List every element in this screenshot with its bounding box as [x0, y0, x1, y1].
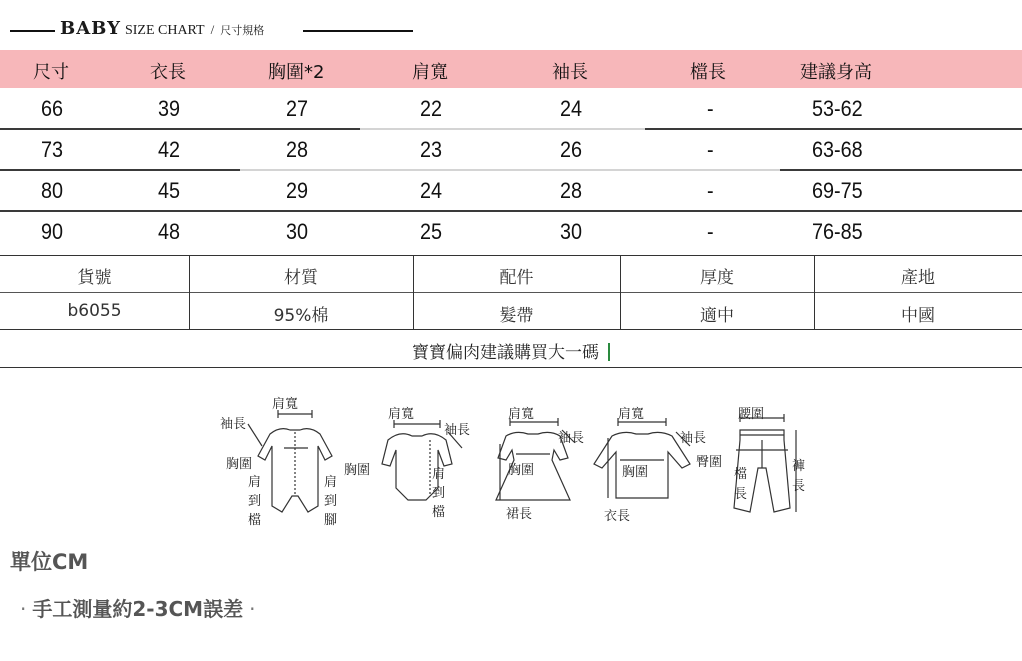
header-chest: 胸圍*2: [268, 62, 325, 83]
label-dress-chest: 胸圍: [508, 463, 535, 478]
cell-length: 39: [158, 96, 181, 121]
cell-sleeve: 24: [560, 96, 583, 121]
info-value-material: 95%棉: [273, 306, 329, 326]
cell-crotch: -: [707, 219, 714, 244]
cell-shoulder: 23: [420, 137, 443, 162]
cell-chest: 27: [286, 96, 309, 121]
table-row: [0, 130, 1022, 171]
bullet-right: ·: [249, 597, 256, 621]
cell-chest: 30: [286, 219, 309, 244]
cell-length: 45: [158, 178, 181, 203]
label-top-shoulder: 肩寬: [618, 407, 645, 422]
label-top-sleeve: 袖長: [680, 431, 707, 446]
label-romper-shoulder-to-crotch-1: 肩: [248, 475, 262, 490]
title-separator: /: [210, 22, 215, 37]
cell-height: 69-75: [812, 178, 863, 203]
label-top-chest: 胸圍: [622, 465, 649, 480]
cell-crotch: -: [707, 137, 714, 162]
info-value-origin: 中國: [901, 306, 935, 326]
size-chart-title: [0, 18, 1022, 44]
title-brand: BABY: [60, 18, 121, 39]
label-romper-chest: 胸圍: [226, 457, 253, 472]
cell-shoulder: 25: [420, 219, 443, 244]
cell-length: 42: [158, 137, 181, 162]
cell-crotch: -: [707, 96, 714, 121]
title-text: [60, 18, 264, 39]
label-bodysuit-shoulder-to-crotch-1: 肩: [432, 467, 446, 482]
label-romper-shoulder: 肩寬: [272, 397, 299, 412]
cell-shoulder: 24: [420, 178, 443, 203]
info-header-material: 材質: [284, 268, 318, 288]
info-value-thickness: 適中: [700, 306, 734, 326]
header-size: 尺寸: [33, 62, 69, 83]
size-table-header: [0, 50, 1022, 88]
info-header-thickness: 厚度: [700, 268, 734, 288]
cell-size: 73: [41, 137, 64, 162]
label-pants-waist: 腰圍: [738, 407, 765, 422]
info-header-accessory: 配件: [499, 268, 534, 288]
table-row: [0, 212, 1022, 253]
cell-height: 63-68: [812, 137, 863, 162]
label-romper-shoulder-to-crotch-3: 檔: [248, 513, 262, 528]
cell-sleeve: 30: [560, 219, 583, 244]
label-romper-shoulder-to-foot-2: 到: [324, 494, 338, 509]
info-header-origin: 產地: [901, 268, 935, 288]
info-header-item-no: 貨號: [77, 268, 112, 288]
tolerance-text: 手工測量約2-3CM誤差: [32, 597, 244, 621]
text-cursor-mark: [608, 343, 610, 361]
cell-size: 66: [41, 96, 64, 121]
title-subtitle: SIZE CHART: [124, 23, 205, 38]
measurement-diagrams: [200, 388, 840, 538]
label-pants-crotch-2: 長: [734, 487, 748, 502]
cell-chest: 29: [286, 178, 309, 203]
label-bodysuit-shoulder: 肩寬: [388, 407, 415, 422]
label-romper-shoulder-to-crotch-2: 到: [248, 494, 262, 509]
title-left-rule: [10, 30, 55, 32]
product-info-table: [0, 255, 1022, 368]
cell-chest: 28: [286, 137, 309, 162]
label-bodysuit-chest: 胸圍: [344, 463, 371, 478]
top-diagram: [594, 418, 690, 498]
label-bodysuit-sleeve: 袖長: [444, 423, 471, 438]
table-row: [0, 89, 1022, 130]
cell-sleeve: 28: [560, 178, 583, 203]
label-pants-crotch-1: 檔: [734, 467, 748, 482]
title-right-rule: [303, 30, 413, 32]
title-cjk: 尺寸規格: [220, 24, 265, 37]
cell-sleeve: 26: [560, 137, 583, 162]
measurement-tolerance-note: [14, 593, 261, 622]
label-romper-sleeve: 袖長: [220, 417, 247, 432]
header-shoulder: 肩寬: [412, 62, 448, 83]
header-sleeve: 袖長: [552, 62, 588, 83]
label-dress-sleeve: 袖長: [558, 431, 585, 446]
cell-height: 53-62: [812, 96, 863, 121]
label-pants-length-1: 褲: [792, 459, 806, 474]
unit-label: 單位CM: [10, 550, 89, 574]
bullet-left: ·: [20, 597, 27, 621]
cell-size: 90: [41, 219, 64, 244]
cell-shoulder: 22: [420, 96, 443, 121]
header-length: 衣長: [150, 62, 186, 83]
sizing-note: [0, 338, 1022, 363]
info-value-item-no: b6055: [67, 301, 122, 321]
cell-size: 80: [41, 178, 64, 203]
cell-crotch: -: [707, 178, 714, 203]
sizing-note-text: 寶寶偏肉建議購買大一碼: [412, 343, 599, 363]
label-pants-hip: 臀圍: [696, 455, 723, 470]
label-dress-length: 裙長: [506, 507, 533, 522]
label-top-length: 衣長: [604, 509, 631, 524]
table-row: [0, 171, 1022, 212]
label-pants-length-2: 長: [792, 479, 806, 494]
header-height: 建議身高: [800, 62, 872, 83]
label-bodysuit-shoulder-to-crotch-3: 檔: [432, 505, 446, 520]
cell-length: 48: [158, 219, 181, 244]
info-value-accessory: 髮帶: [499, 306, 534, 326]
label-bodysuit-shoulder-to-crotch-2: 到: [432, 486, 446, 501]
label-romper-shoulder-to-foot-1: 肩: [324, 475, 338, 490]
label-romper-shoulder-to-foot-3: 腳: [324, 513, 338, 528]
label-dress-shoulder: 肩寬: [508, 407, 535, 422]
cell-height: 76-85: [812, 219, 863, 244]
header-crotch: 檔長: [690, 62, 726, 83]
